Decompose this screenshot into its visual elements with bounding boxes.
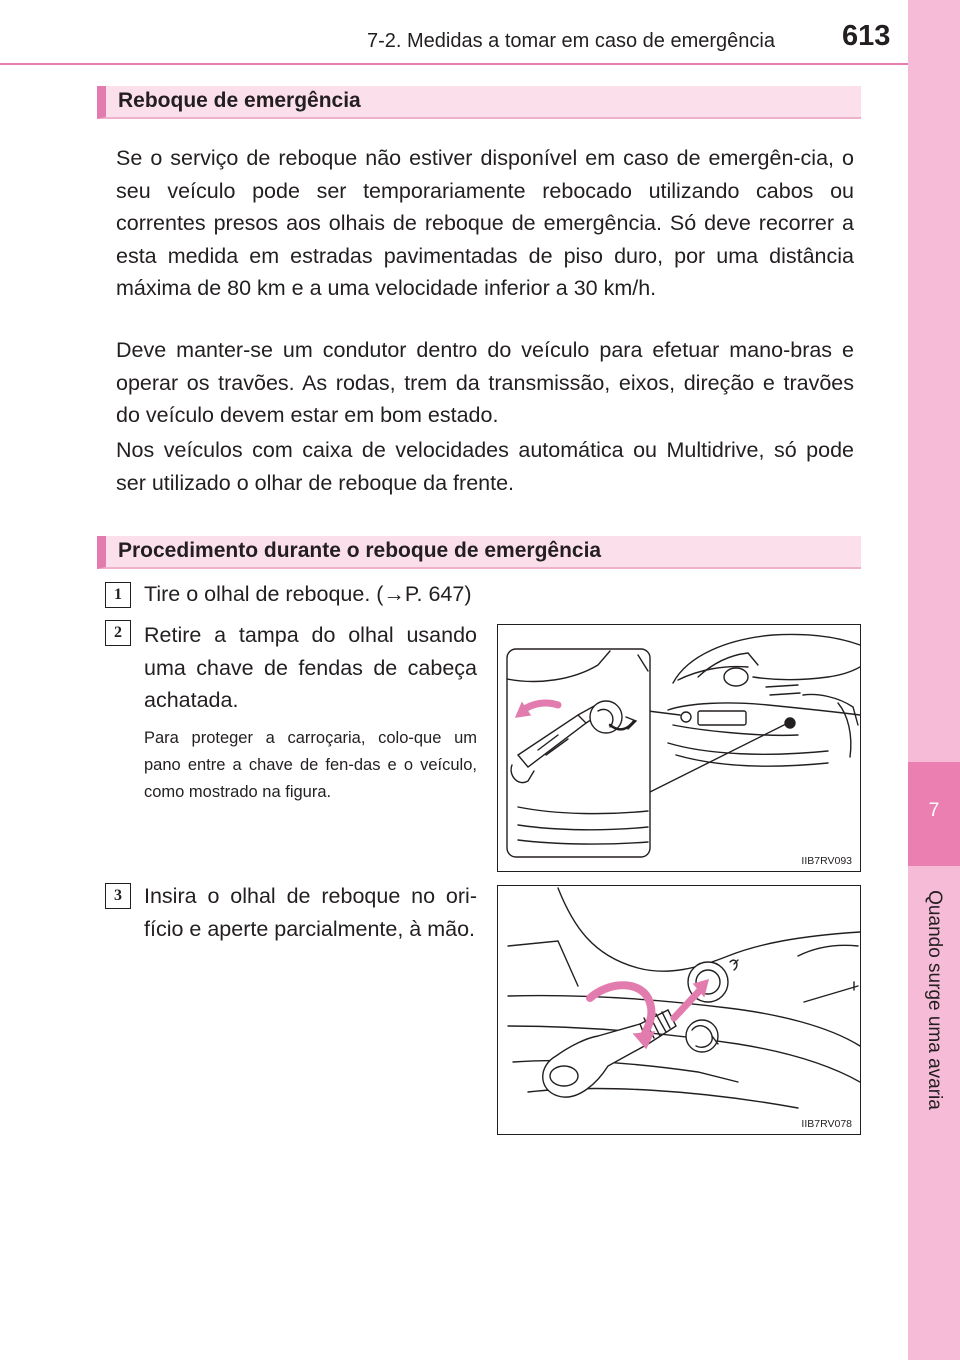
header-rule	[0, 63, 908, 65]
side-tab-chapter-label: Quando surge uma avaria	[924, 890, 945, 1110]
section-heading-towing-procedure	[97, 536, 861, 569]
step-number-badge: 1	[105, 582, 131, 608]
chapter-title: 7-2. Medidas a tomar em caso de emergência	[367, 30, 775, 52]
step-note: Para proteger a carroçaria, colo-que um pano entre a chave de fen-das e o veículo, como mostrado na figura.	[144, 729, 477, 801]
section-heading-emergency-towing	[97, 86, 861, 119]
paragraph: Se o serviço de reboque não estiver disponível em caso de emergên-cia, o seu veículo pode ser temporariamente rebocado utilizando cabos ou correntes presos aos olhais de reboque de emergência. Só deve recorrer a esta medida em estradas pavimentadas de piso duro, por uma distância máxima de 80 km e a uma velocidade inferior a 30 km/h.	[116, 146, 854, 300]
page-number: 613	[842, 20, 891, 52]
side-tab	[908, 0, 960, 1360]
step-text: Retire a tampa do olhal usando uma chave de fendas de cabeça achatada.	[144, 623, 477, 712]
step-text: Tire o olhal de reboque. (→P. 647)	[144, 582, 472, 606]
paragraph: Nos veículos com caixa de velocidades automática ou Multidrive, só pode ser utilizado o olhar de reboque da frente.	[116, 438, 854, 495]
paragraph: Deve manter-se um condutor dentro do veículo para efetuar mano-bras e operar os travões. As rodas, trem da transmissão, eixos, direção e travões do veículo devem estar em bom estado.	[116, 338, 854, 427]
step-number-badge: 3	[105, 883, 131, 909]
figure-insert-eyelet	[497, 885, 861, 1135]
tow-eyelet-installation-illustration	[498, 886, 861, 1135]
figure-remove-cover	[497, 624, 861, 872]
figure-code: IIB7RV093	[801, 855, 852, 867]
section-title: Reboque de emergência	[118, 89, 361, 112]
side-tab-chapter-number: 7	[928, 800, 940, 821]
car-front-cover-illustration	[498, 625, 861, 872]
step-text: Insira o olhal de reboque no ori-fício e aperte parcialmente, à mão.	[144, 884, 477, 941]
figure-code: IIB7RV078	[801, 1118, 852, 1130]
step-number-badge: 2	[105, 620, 131, 646]
section-title: Procedimento durante o reboque de emergência	[118, 539, 602, 562]
